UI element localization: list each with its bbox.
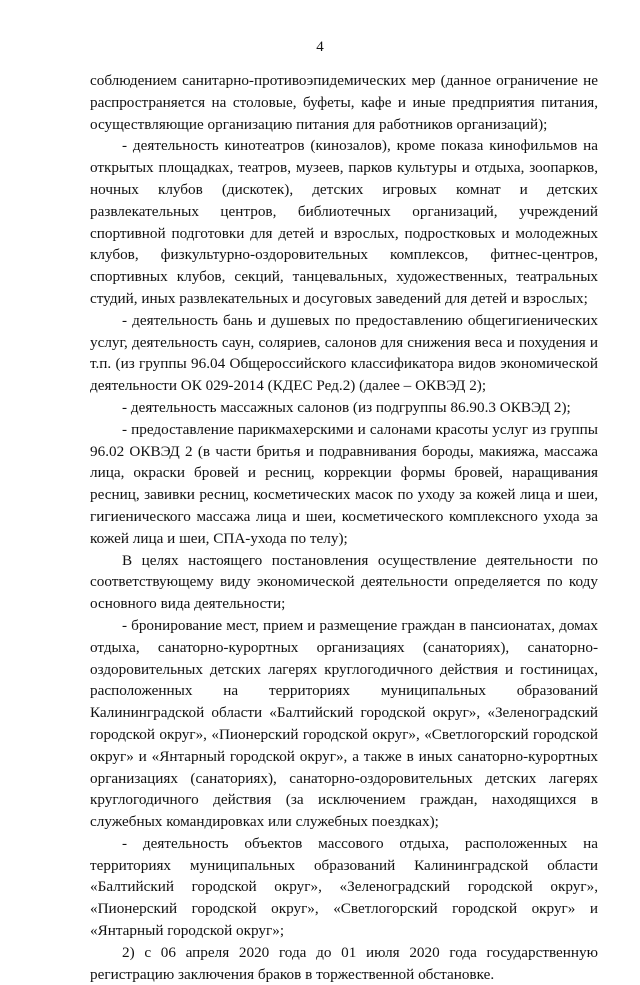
paragraph-sanitary-measures: соблюдением санитарно-противоэпидемических мер (данное ограничение не распространяется на столовые, буфеты, кафе и иные предприятия питания, осуществляющие организацию питания для работников организаций); [90,72,598,133]
paragraph-marriage-registration: 2) с 06 апреля 2020 года до 01 июля 2020 года государственную регистрацию заключения браков в торжественной обстановке. [90,943,598,983]
paragraph-baths-saunas: - деятельность бань и душевых по предоставлению общегигиенических услуг, деятельность саун, соляриев, салонов для снижения веса и похудения и т.п. (из группы 96.04 Общероссийского классификатора видов экономической деятельности ОК 029-2014 (КДЕС Ред.2) (далее – ОКВЭД 2); [90,311,598,395]
paragraph-massage-salons: - деятельность массажных салонов (из подгруппы 86.90.3 ОКВЭД 2); [122,398,571,416]
paragraph-mass-recreation: - деятельность объектов массового отдыха, расположенных на территориях муниципальных образований Калининградской области «Балтийский городской округ», «Зеленоградский городской округ», «Пионерский городской округ», «Светлогорский городской округ» и «Янтарный городской округ»; [90,834,598,940]
paragraph-beauty-salons: - предоставление парикмахерскими и салонами красоты услуг из группы 96.02 ОКВЭД 2 (в части бритья и подравнивания бороды, макияжа, массажа лица, окраски бровей и ресниц, коррекции формы бровей, наращивания ресниц, завивки ресниц, косметических масок по уходу за кожей лица и шеи, гигиенического массажа лица и шеи, косметического комплексного ухода за кожей лица и шеи, СПА-ухода по телу); [90,420,598,547]
paragraph-booking-accommodation: - бронирование мест, прием и размещение граждан в пансионатах, домах отдыха, санаторно-курортных организациях (санаториях), санаторно-оздоровительных детских лагерях круглогодичного действия и гостиницах, расположенных на территориях муниципальных образований Калининградской области «Балтийский городской округ», «Зеленоградский городской округ», «Пионерский городской округ», «Светлогорский городской округ» и «Янтарный городской округ», а также в иных санаторно-курортных организациях (санаториях), санаторно-оздоровительных детских лагерях круглогодичного действия (за исключением граждан, находящихся в служебных командировках или служебных поездках); [90,616,598,831]
paragraph-cinemas-theatres: - деятельность кинотеатров (кинозалов), кроме показа кинофильмов на открытых площадках, театров, музеев, парков культуры и отдыха, зоопарков, ночных клубов (дискотек), детских игровых комнат и детских развлекательных центров, библиотечных организаций, учреждений спортивной подготовки для детей и взрослых, подростковых и молодежных клубов, физкультурно-оздоровительных комплексов, фитнес-центров, спортивных клубов, секций, танцевальных, художественных, театральных студий, иных развлекательных и досуговых заведений для детей и взрослых; [90,137,598,307]
document-body [90,70,598,985]
page-number: 4 [316,39,324,55]
paragraph-activity-definition: В целях настоящего постановления осуществление деятельности по соответствующему виду экономической деятельности определяется по коду основного вида деятельности; [90,551,598,613]
